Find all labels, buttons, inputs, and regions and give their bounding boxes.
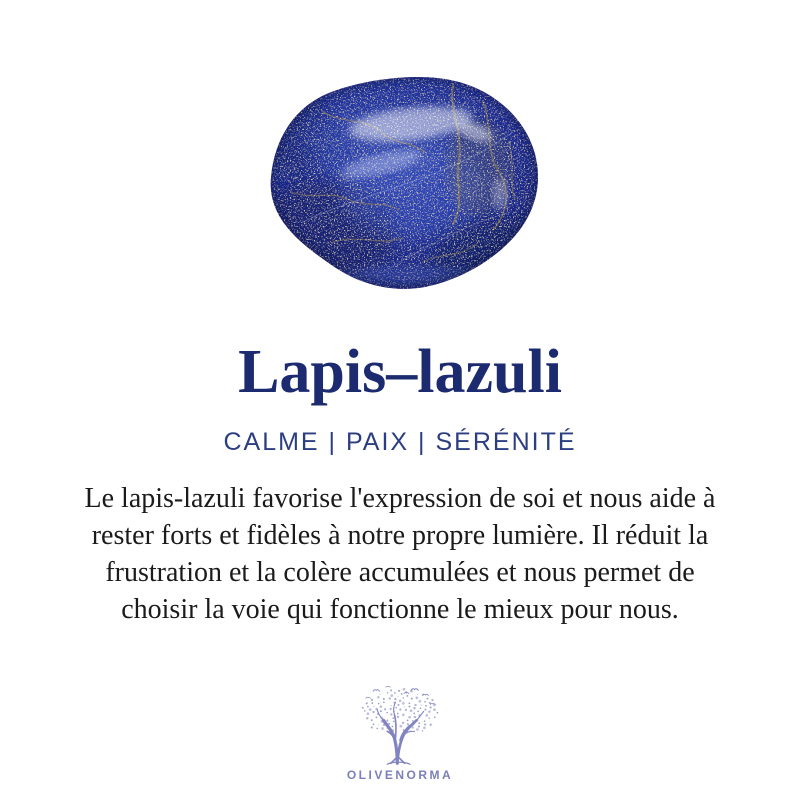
description-text: [40, 480, 760, 628]
page-title: Lapis–lazuli: [238, 338, 562, 406]
description-line-2: rester forts et fidèles à notre propre lumière. Il réduit la: [91, 520, 709, 551]
description-line-1: Le lapis-lazuli favorise l'expression de soi et nous aide à: [84, 483, 716, 514]
olive-tree-logo-icon: [354, 684, 446, 766]
lapis-lazuli-stone-photo: [263, 72, 545, 292]
description-line-3: frustration et la colère accumulées et nous permet de: [105, 557, 695, 588]
description-line-4: choisir la voie qui fonctionne le mieux pour nous.: [121, 594, 679, 625]
brand-logo-block: [0, 684, 800, 782]
brand-name: OLIVENORMA: [346, 768, 454, 782]
keywords-subtitle: CALME | PAIX | SÉRÉNITÉ: [223, 428, 577, 456]
lapis-stone-image: [263, 72, 545, 292]
